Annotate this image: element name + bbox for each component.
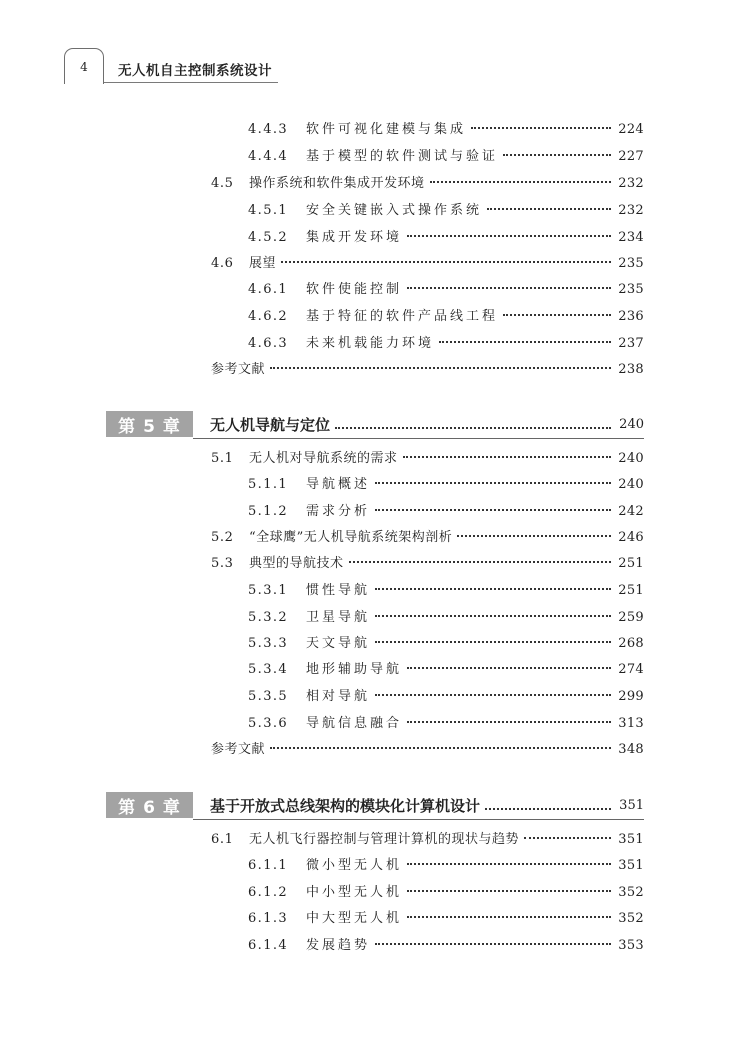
leader-dots [375,482,611,484]
toc-entry[interactable] [248,881,644,901]
leader-dots [439,341,611,343]
leader-dots [403,456,611,458]
leader-dots [375,641,611,643]
leader-dots [487,208,611,210]
toc-entry[interactable] [211,552,644,572]
toc-entry[interactable] [248,226,644,246]
toc-entry-number: 4.5 [211,176,234,191]
toc-entry-title: 天文导航 [306,636,371,651]
leader-dots [407,235,611,237]
toc-entry-title: 中大型无人机 [306,911,403,926]
toc-entry-page: 251 [618,556,644,571]
toc-entry-page: 232 [618,203,644,218]
toc-entry-page: 352 [618,885,644,900]
leader-dots [485,808,611,810]
toc-entry-title: 软件使能控制 [306,282,403,297]
toc-entry-page: 352 [618,911,644,926]
toc-entry-page: 224 [618,122,644,137]
leader-dots [335,427,611,429]
toc-entry-page: 246 [618,530,644,545]
toc-entry-number: 4.6.3 [248,336,289,351]
toc-entry-page: 268 [618,636,644,651]
toc-entry-page: 274 [618,662,644,677]
toc-entry-number: 5.3.5 [248,689,289,704]
leader-dots [407,863,611,865]
leader-dots [270,367,611,369]
toc-entry[interactable] [248,118,644,138]
toc-entry-references[interactable] [211,738,644,758]
toc-entry[interactable] [248,199,644,219]
toc-entry[interactable] [248,145,644,165]
toc-entry-title: 未来机载能力环境 [306,336,435,351]
toc-entry-title: 基于特征的软件产品线工程 [306,309,499,324]
leader-dots [281,261,611,263]
toc-entry-number: 5.3 [211,556,234,571]
chapter-heading-6[interactable] [106,792,644,818]
toc-entry-number: 5.3.4 [248,662,289,677]
toc-entry-title: 操作系统和软件集成开发环境 [249,176,425,191]
toc-entry-page: 299 [618,689,644,704]
leader-dots [375,615,611,617]
toc-entry-page: 240 [618,477,644,492]
chapter-title: 基于开放式总线架构的模块化计算机设计 [210,796,481,815]
toc-entry-number: 5.3.1 [248,583,289,598]
toc-entry[interactable] [248,606,644,626]
chapter-page: 351 [619,797,644,813]
toc-entry-page: 240 [618,451,644,466]
toc-entry-page: 351 [618,832,644,847]
toc-entry[interactable] [248,473,644,493]
toc-entry[interactable] [248,278,644,298]
toc-entry-number: 6.1.1 [248,858,289,873]
toc-entry-title: 无人机飞行器控制与管理计算机的现状与趋势 [249,832,520,847]
toc-entry[interactable] [248,685,644,705]
leader-dots [503,154,611,156]
chapter-heading-5[interactable] [106,411,644,437]
toc-entry-title: 微小型无人机 [306,858,403,873]
toc-entry-title: 中小型无人机 [306,885,403,900]
toc-entry-page: 313 [618,716,644,731]
toc-entry-page: 235 [618,282,644,297]
toc-entry-page: 348 [618,742,644,757]
toc-entry-title: 卫星导航 [306,610,371,625]
toc-entry-page: 236 [618,309,644,324]
leader-dots [407,916,611,918]
toc-entry-page: 351 [618,858,644,873]
leader-dots [503,314,611,316]
leader-dots [457,535,611,537]
toc-entry-number: 4.5.2 [248,230,289,245]
toc-entry-number: 4.4.3 [248,122,289,137]
chapter-page: 240 [619,416,644,432]
toc-entry-number: 5.1.1 [248,477,289,492]
toc-entry-title: 安全关键嵌入式操作系统 [306,203,483,218]
toc-entry-page: 232 [618,176,644,191]
toc-entry-title: 导航信息融合 [306,716,403,731]
leader-dots [349,561,611,563]
toc-entry-number: 6.1.3 [248,911,289,926]
leader-dots [407,721,611,723]
toc-entry-title: 惯性导航 [306,583,371,598]
toc-entry-number: 4.4.4 [248,149,289,164]
toc-entry-title: 典型的导航技术 [249,556,344,571]
page-number: 4 [80,60,88,74]
leader-dots [270,747,611,749]
toc-entry-number: 4.6.1 [248,282,289,297]
toc-entry-number: 6.1.2 [248,885,289,900]
leader-dots [407,667,611,669]
toc-entry-title: 发展趋势 [306,938,371,953]
toc-entry-title: 集成开发环境 [306,230,403,245]
toc-entry[interactable] [248,305,644,325]
leader-dots [430,181,611,183]
toc-entry-number: 4.5.1 [248,203,289,218]
toc-entry-number: 4.6.2 [248,309,289,324]
toc-entry-page: 251 [618,583,644,598]
toc-entry-number: 6.1 [211,832,234,847]
toc-entry[interactable] [248,632,644,652]
leader-dots [407,890,611,892]
chapter-label-box: 第 5 章 [106,411,193,437]
toc-entry-title: 导航概述 [306,477,371,492]
header-rule [104,82,278,83]
toc-entry-number: 6.1.4 [248,938,289,953]
toc-entry-number: 5.1 [211,451,234,466]
toc-entry-number: 5.1.2 [248,504,289,519]
leader-dots [524,837,611,839]
toc-entry[interactable] [211,252,644,272]
leader-dots [375,694,611,696]
toc-entry-title: 基于模型的软件测试与验证 [306,149,499,164]
toc-entry[interactable] [248,907,644,927]
toc-entry[interactable] [211,828,644,848]
chapter-title: 无人机导航与定位 [210,415,331,434]
chapter-rule [193,819,644,820]
toc-entry-number: 4.6 [211,256,234,271]
toc-entry-references[interactable] [211,358,644,378]
toc-entry-page: 259 [618,610,644,625]
leader-dots [375,509,611,511]
toc-entry[interactable] [248,854,644,874]
toc-entry-page: 238 [618,362,644,377]
toc-entry-number: 5.3.6 [248,716,289,731]
toc-entry[interactable] [248,712,644,732]
toc-entry-page: 242 [618,504,644,519]
toc-entry[interactable] [211,447,644,467]
toc-entry-title: 软件可视化建模与集成 [306,122,467,137]
toc-entry-title: 相对导航 [306,689,371,704]
toc-entry-title: 参考文献 [211,742,266,757]
chapter-label-box: 第 6 章 [106,792,193,818]
toc-entry-number: 5.3.3 [248,636,289,651]
toc-entry-title: 展望 [249,256,277,271]
toc-entry-title: 无人机对导航系统的需求 [249,451,398,466]
chapter-rule [193,438,644,439]
toc-entry-page: 227 [618,149,644,164]
toc-entry-page: 234 [618,230,644,245]
toc-entry[interactable] [211,526,644,546]
toc-entry[interactable] [248,500,644,520]
toc-entry[interactable] [211,172,644,192]
running-title: 无人机自主控制系统设计 [118,63,272,79]
leader-dots [407,287,611,289]
toc-entry[interactable] [248,934,644,954]
toc-entry-number: 5.3.2 [248,610,289,625]
leader-dots [375,588,611,590]
toc-entry-title: 需求分析 [306,504,371,519]
toc-entry[interactable] [248,658,644,678]
toc-entry-title: 地形辅助导航 [306,662,403,677]
toc-entry-number: 5.2 [211,530,234,545]
toc-entry-page: 353 [618,938,644,953]
toc-entry-page: 235 [618,256,644,271]
toc-entry[interactable] [248,579,644,599]
leader-dots [375,943,611,945]
toc-entry[interactable] [248,332,644,352]
toc-entry-title: “全球鹰”无人机导航系统架构剖析 [249,530,453,545]
toc-entry-title: 参考文献 [211,362,266,377]
toc-entry-page: 237 [618,336,644,351]
leader-dots [471,127,611,129]
